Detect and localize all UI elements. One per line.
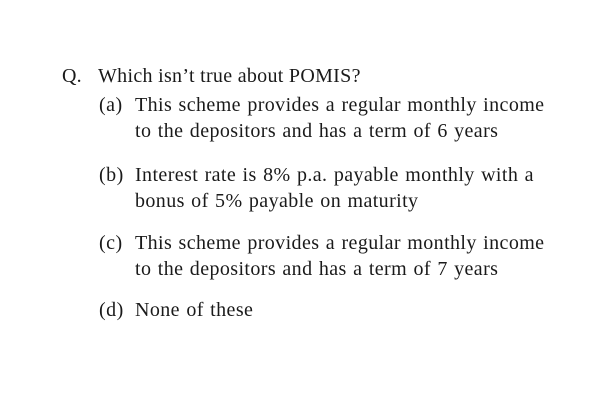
- option-b-line-1: Interest rate is 8% p.a. payable monthly with a: [135, 164, 534, 186]
- option-d-line-1: None of these: [135, 299, 254, 321]
- option-c-label: (c): [99, 232, 123, 254]
- option-b-label: (b): [99, 164, 124, 186]
- option-a-label: (a): [99, 94, 123, 116]
- option-a-line-2: to the depositors and has a term of 6 years: [135, 120, 499, 142]
- question-marker: Q.: [62, 65, 82, 87]
- option-d-label: (d): [99, 299, 124, 321]
- option-a-text: [135, 92, 555, 144]
- option-c-line-2: to the depositors and has a term of 7 years: [135, 258, 499, 280]
- option-d-text: [135, 297, 555, 323]
- option-b-text: [135, 162, 555, 214]
- option-c-text: [135, 230, 555, 282]
- option-a-line-1: This scheme provides a regular monthly income: [135, 94, 545, 116]
- option-c-line-1: This scheme provides a regular monthly income: [135, 232, 545, 254]
- option-b-line-2: bonus of 5% payable on maturity: [135, 190, 419, 212]
- question-text: Which isn’t true about POMIS?: [98, 65, 361, 87]
